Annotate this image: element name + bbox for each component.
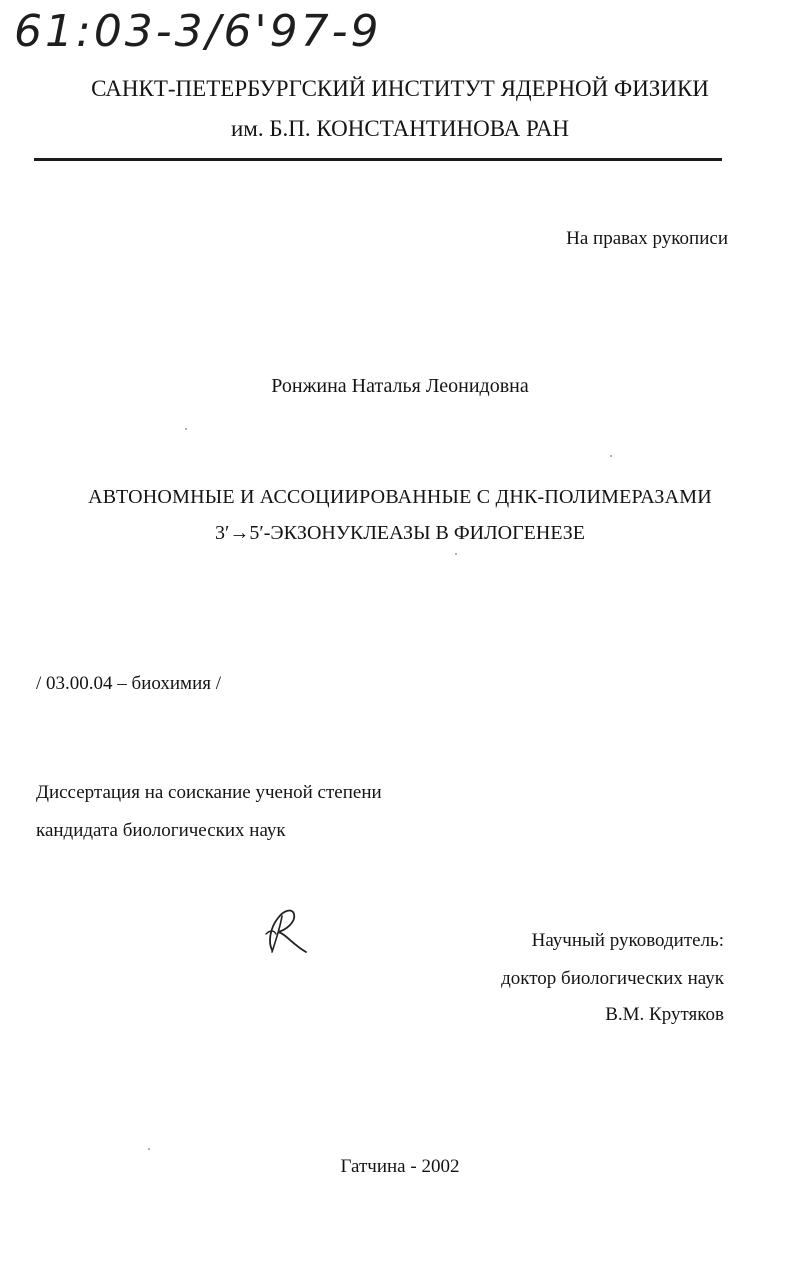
scan-speck bbox=[148, 1148, 150, 1150]
handwritten-archive-code: 61:03-3/6'97-9 bbox=[14, 6, 382, 57]
author-name: Ронжина Наталья Леонидовна bbox=[271, 375, 529, 397]
degree-statement-line1: Диссертация на соискание ученой степени bbox=[36, 782, 382, 803]
scan-speck bbox=[610, 455, 612, 457]
specialty-code: / 03.00.04 – биохимия / bbox=[36, 673, 222, 694]
scan-speck bbox=[185, 428, 187, 430]
institution-name: САНКТ-ПЕТЕРБУРГСКИЙ ИНСТИТУТ ЯДЕРНОЙ ФИЗИКИ bbox=[91, 76, 709, 101]
dissertation-title-line2: 3′→5′-ЭКЗОНУКЛЕАЗЫ В ФИЛОГЕНЕЗЕ bbox=[214, 522, 586, 544]
dissertation-title-line1: АВТОНОМНЫЕ И АССОЦИИРОВАННЫЕ С ДНК-ПОЛИМЕРАЗАМИ bbox=[88, 486, 712, 508]
supervisor-degree: доктор биологических наук bbox=[501, 968, 724, 989]
signature-mark bbox=[262, 904, 312, 960]
degree-statement-line2: кандидата биологических наук bbox=[36, 820, 286, 841]
scan-speck bbox=[455, 553, 457, 555]
institution-name-secondary: им. Б.П. КОНСТАНТИНОВА РАН bbox=[230, 116, 570, 141]
manuscript-rights-note: На правах рукописи bbox=[566, 228, 728, 249]
supervisor-name: В.М. Крутяков bbox=[605, 1004, 724, 1025]
header-divider bbox=[34, 158, 722, 161]
city-and-year: Гатчина - 2002 bbox=[340, 1156, 460, 1177]
supervisor-label: Научный руководитель: bbox=[531, 930, 724, 951]
